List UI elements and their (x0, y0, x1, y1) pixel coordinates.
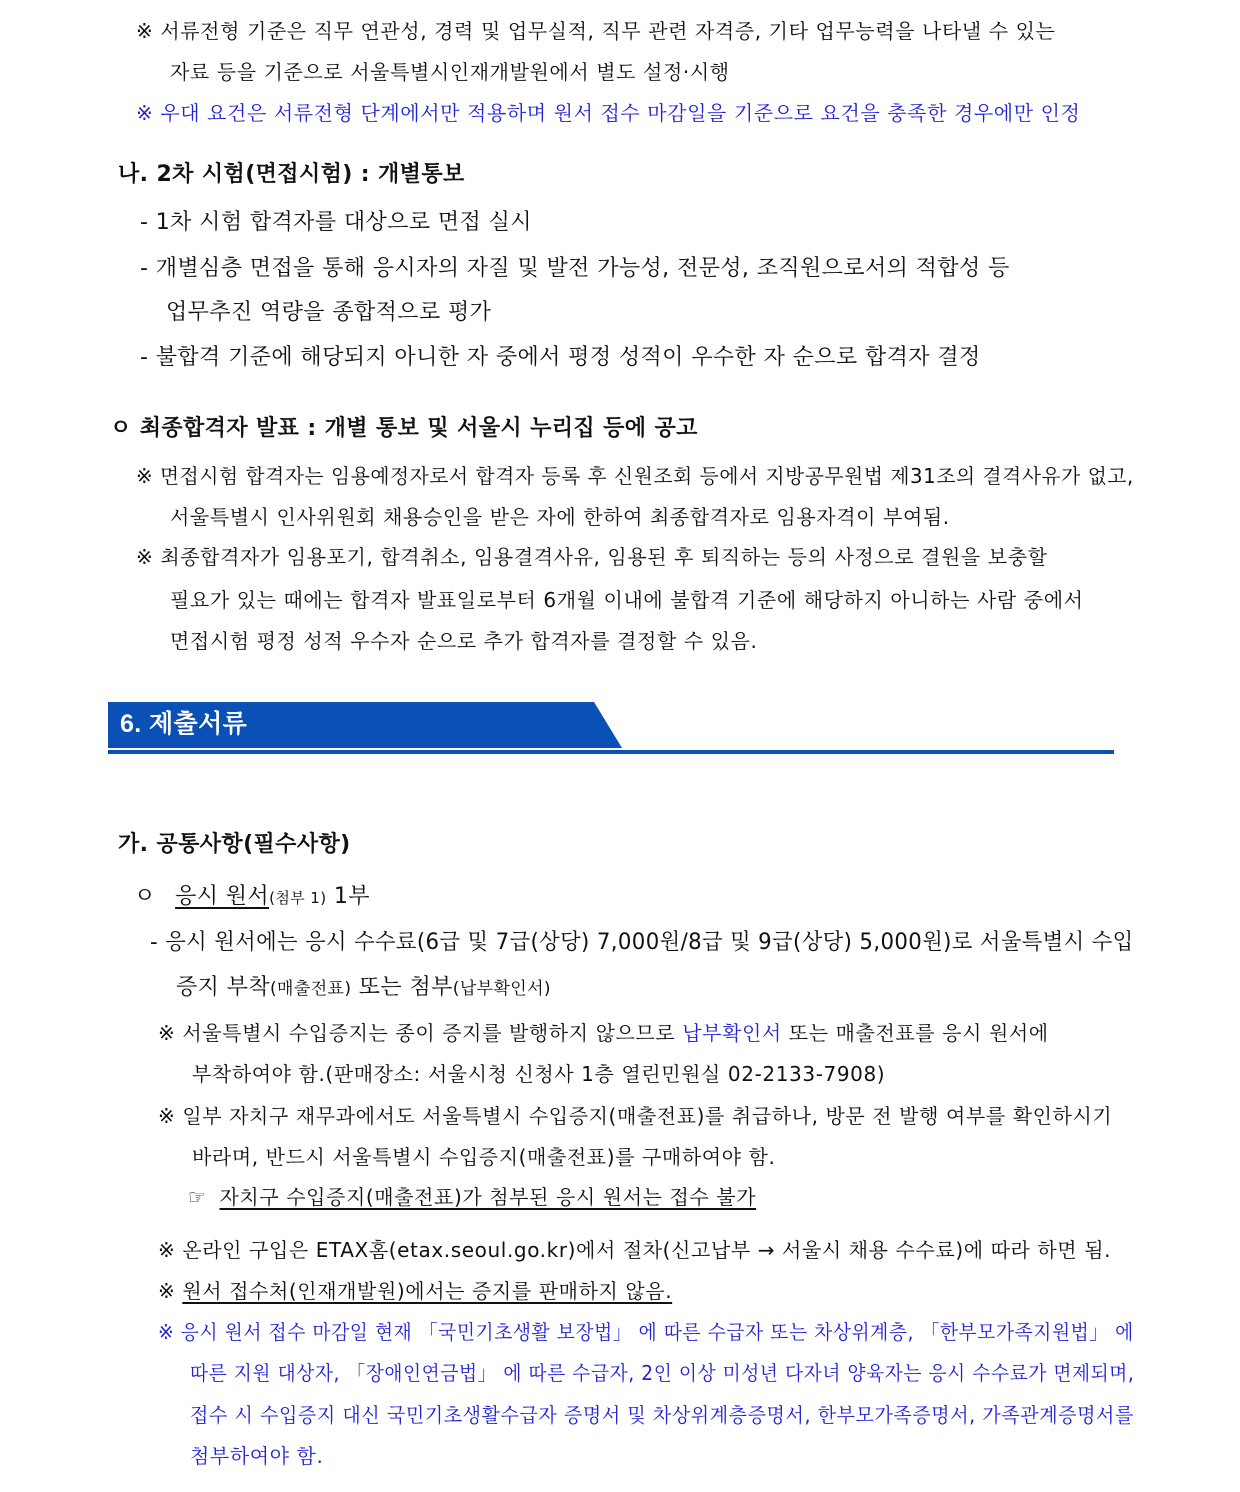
fee-exemption-note: ※ 응시 원서 접수 마감일 현재 「국민기초생활 보장법」 에 따른 수급자 또는 차상위계층, 「한부모가족지원법」 에 (158, 1320, 1134, 1344)
attachment-ref: (첨부 1) (269, 889, 327, 907)
application-form-item (134, 884, 370, 909)
district-stamp-warning (188, 1186, 756, 1209)
no-sale-note-text: 원서 접수처(인재개발원)에서는 증지를 판매하지 않음. (182, 1279, 673, 1303)
fee-exemption-note-cont: 따른 지원 대상자, 「장애인연금법」 에 따른 수급자, 2인 이상 미성년 다자녀 양육자는 응시 수수료가 면제되며, (190, 1361, 1135, 1385)
fee-confirm-text: (납부확인서) (452, 979, 551, 999)
stamp-note (158, 1022, 1049, 1045)
stamp-note-cont: 부착하여야 함.(판매장소: 서울시청 신청사 1층 열린민원실 02-2133-7908) (192, 1062, 886, 1086)
no-sale-note (158, 1280, 672, 1303)
stamp-note-text: 또는 매출전표를 응시 원서에 (781, 1021, 1049, 1045)
final-note: ※ 면접시험 합격자는 임용예정자로서 합격자 등록 후 신원조회 등에서 지방공무원법 제31조의 결격사유가 없고, (136, 464, 1134, 488)
fee-exemption-note-cont: 접수 시 수입증지 대신 국민기초생활수급자 증명서 및 차상위계층증명서, 한부모가족증명서, 가족관계증명서를 (190, 1403, 1134, 1427)
final-note-cont: 면접시험 평정 성적 우수자 순으로 추가 합격자를 결정할 수 있음. (170, 629, 758, 653)
final-note-cont: 필요가 있는 때에는 합격자 발표일로부터 6개월 이내에 불합격 기준에 해당하지 아니하는 사람 중에서 (170, 588, 1084, 612)
section-header-bar (108, 700, 1114, 758)
section-title: 6. 제출서류 (120, 710, 248, 738)
district-stamp-note: ※ 일부 자치구 재무과에서도 서울특별시 수입증지(매출전표)를 취급하나, 방문 전 발행 여부를 확인하시기 (158, 1104, 1113, 1128)
interview-item: - 불합격 기준에 해당되지 아니한 자 중에서 평정 성적이 우수한 자 순으로 합격자 결정 (140, 345, 981, 370)
application-form-label: 응시 원서 (175, 884, 270, 909)
pointing-hand-icon: ☞ (188, 1185, 207, 1209)
online-purchase-note: ※ 온라인 구입은 ETAX홈(etax.seoul.go.kr)에서 절차(신고납부 → 서울시 채용 수수료)에 따라 하면 됨. (158, 1238, 1112, 1262)
final-note: ※ 최종합격자가 임용포기, 합격취소, 임용결격사유, 임용된 후 퇴직하는 등의 사정으로 결원을 보충할 (136, 545, 1048, 569)
fee-exemption-note-cont: 첨부하여야 함. (190, 1444, 324, 1468)
payment-confirmation-text: 납부확인서 (682, 1021, 782, 1045)
final-note-cont: 서울특별시 인사위원회 채용승인을 받은 자에 한하여 최종합격자로 임용자격이 부여됨. (170, 505, 950, 529)
interview-heading: 나. 2차 시험(면접시험) : 개별통보 (118, 162, 465, 187)
fee-receipt-text: (매출전표) (270, 979, 352, 999)
screening-criteria-note: ※ 서류전형 기준은 직무 연관성, 경력 및 업무실적, 직무 관련 자격증, 기타 업무능력을 나타낼 수 있는 (136, 19, 1056, 43)
fee-or-attach: 또는 첨부 (351, 975, 453, 1000)
common-heading: 가. 공통사항(필수사항) (118, 832, 351, 857)
interview-item: - 1차 시험 합격자를 대상으로 면접 실시 (140, 210, 532, 235)
bullet: ㅇ (134, 884, 156, 909)
district-stamp-note-cont: 바라며, 반드시 서울특별시 수입증지(매출전표)를 구매하여야 함. (192, 1145, 776, 1169)
final-announcement-heading: ㅇ 최종합격자 발표 : 개별 통보 및 서울시 누리집 등에 공고 (110, 416, 698, 441)
fee-item-cont (176, 975, 551, 1000)
district-stamp-warning-text: 자치구 수입증지(매출전표)가 첨부된 응시 원서는 접수 불가 (219, 1185, 757, 1209)
fee-item: - 응시 원서에는 응시 수수료(6급 및 7급(상당) 7,000원/8급 및 9급(상당) 5,000원)로 서울특별시 수입 (150, 930, 1134, 955)
screening-criteria-note-cont: 자료 등을 기준으로 서울특별시인재개발원에서 별도 설정·시행 (170, 60, 730, 84)
interview-item: - 개별심층 면접을 통해 응시자의 자질 및 발전 가능성, 전문성, 조직원으로서의 적합성 등 (140, 256, 1010, 281)
interview-item-cont: 업무추진 역량을 종합적으로 평가 (166, 300, 492, 325)
preference-note: ※ 우대 요건은 서류전형 단계에서만 적용하며 원서 접수 마감일을 기준으로 요건을 충족한 경우에만 인정 (136, 101, 1081, 125)
form-count: 1부 (326, 884, 370, 909)
note-mark: ※ (158, 1279, 183, 1303)
stamp-note-text: ※ 서울특별시 수입증지는 종이 증지를 발행하지 않으므로 (158, 1021, 683, 1045)
fee-stamp-text: 증지 부착 (176, 975, 271, 1000)
